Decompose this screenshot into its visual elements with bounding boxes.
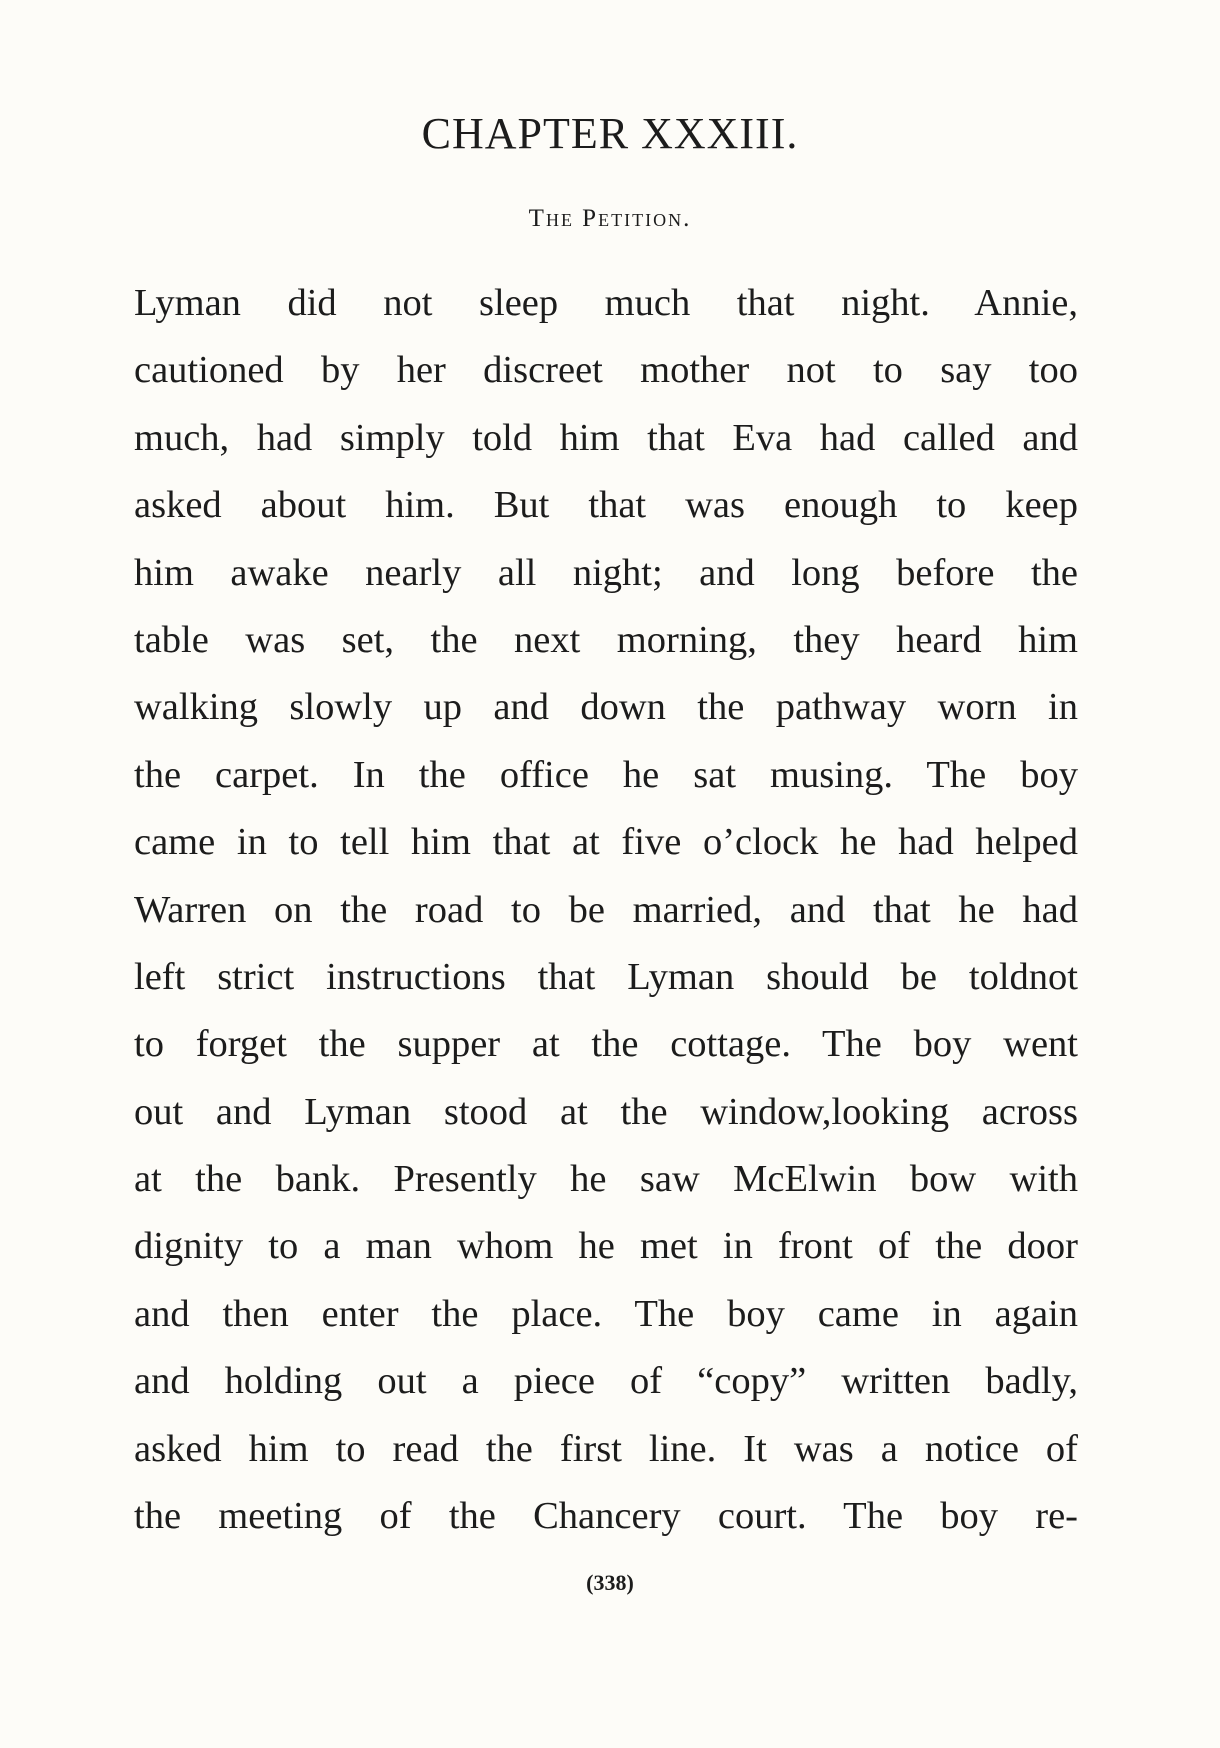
text-line: walking slowly up and down the pathway worn in xyxy=(134,686,1078,729)
text-line: cautioned by her discreet mother not to say too xyxy=(134,349,1078,392)
body-text xyxy=(134,270,1078,1550)
text-line: Lyman did not sleep much that night. Annie, xyxy=(134,282,1078,324)
text-line: dignity to a man whom he met in front of the door xyxy=(134,1225,1078,1268)
text-line: came in to tell him that at five o’clock he had helped xyxy=(134,821,1078,864)
text-line: the carpet. In the office he sat musing. The boy xyxy=(134,753,1078,796)
text-line: out and Lyman stood at the window,looking across xyxy=(134,1090,1078,1133)
text-line: table was set, the next morning, they heard him xyxy=(134,618,1078,661)
text-line: left strict instructions that Lyman should be toldnot xyxy=(134,955,1078,998)
chapter-title: CHAPTER XXXIII. xyxy=(421,109,799,158)
text-line: to forget the supper at the cottage. The boy went xyxy=(134,1023,1078,1066)
text-line: the meeting of the Chancery court. The boy re- xyxy=(134,1495,1078,1538)
text-line: and holding out a piece of “copy” written badly, xyxy=(134,1360,1078,1403)
section-title: The Petition. xyxy=(528,205,692,232)
text-line: at the bank. Presently he saw McElwin bow with xyxy=(134,1158,1078,1201)
text-line: Warren on the road to be married, and that he had xyxy=(134,888,1078,931)
text-line: him awake nearly all night; and long before the xyxy=(134,551,1078,594)
text-line: asked about him. But that was enough to keep xyxy=(134,484,1078,527)
text-line: much, had simply told him that Eva had called and xyxy=(134,416,1078,459)
text-line: and then enter the place. The boy came in again xyxy=(134,1292,1078,1335)
page-number: (338) xyxy=(586,1570,634,1595)
text-line: asked him to read the first line. It was a notice of xyxy=(134,1427,1078,1470)
